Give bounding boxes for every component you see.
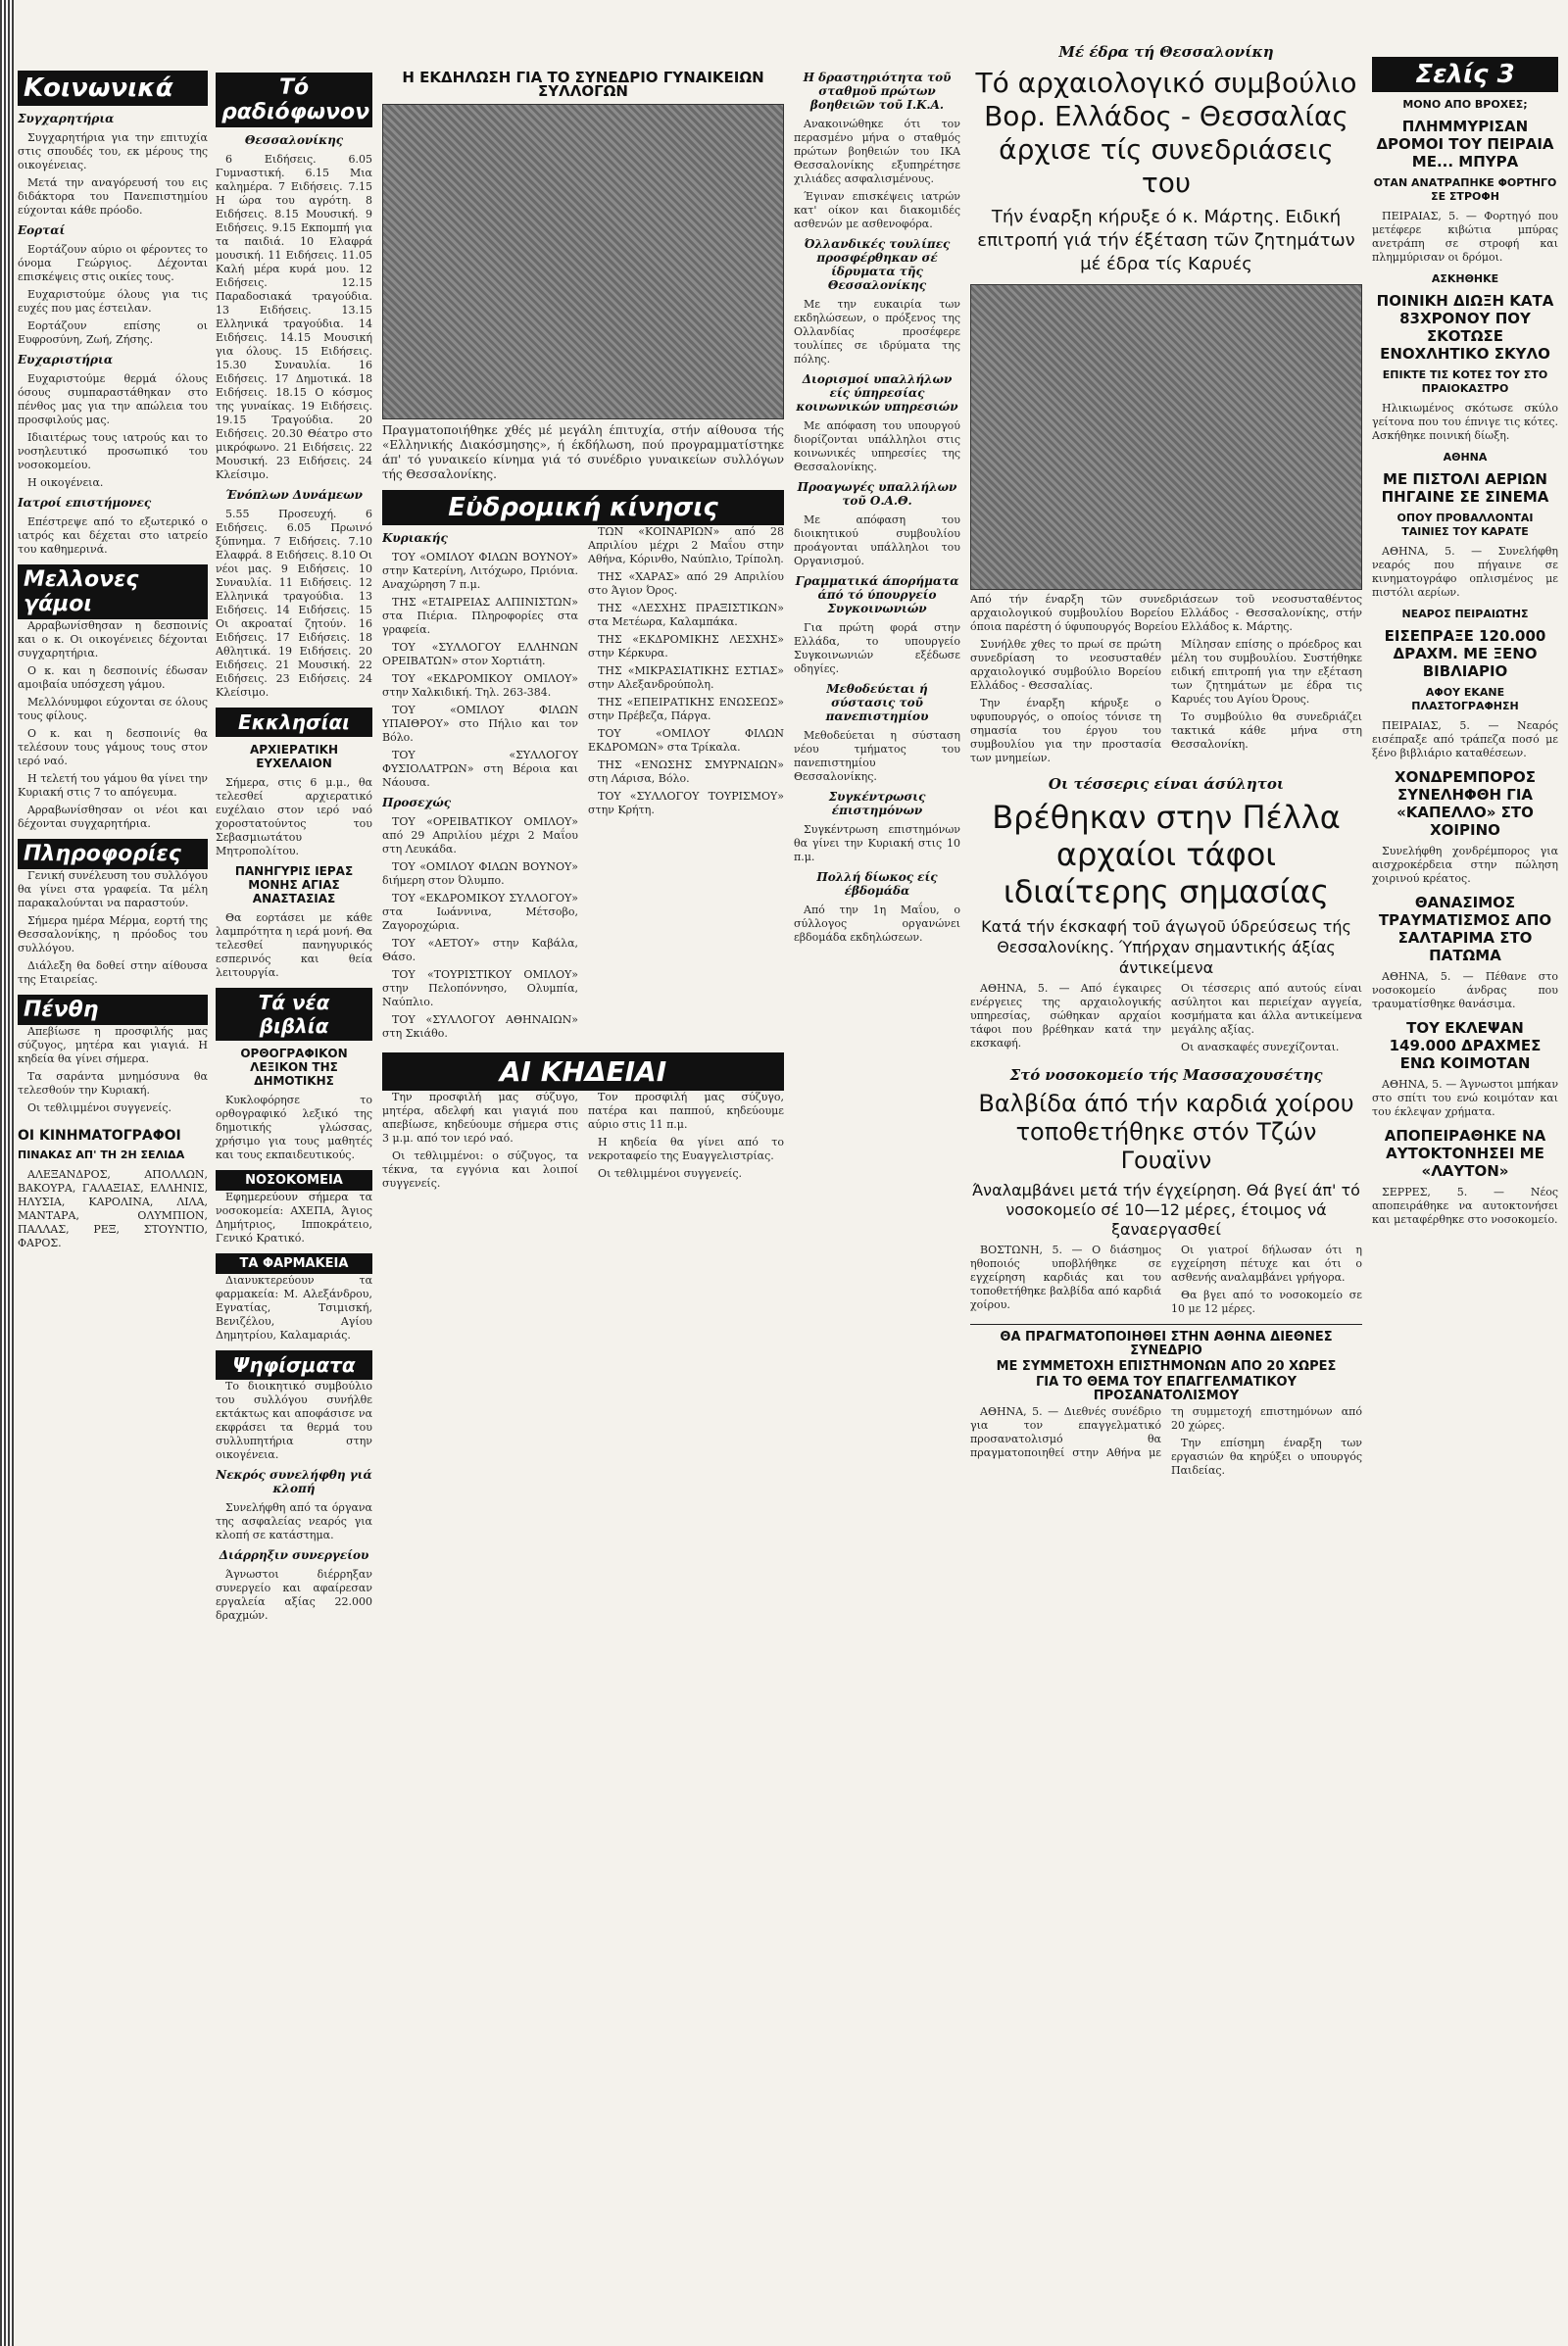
resolutions-text: Το διοικητικό συμβούλιο του συλλόγου συνήλθε εκτάκτως και αποφάσισε να εκφράσει τα θερμά του συλλυπητήρια στην οικογένεια. xyxy=(216,1380,372,1461)
brief-5-text: Συνελήφθη χονδρέμπορος για αισχροκέρδεια στην πώληση χοιρινού κρέατος. xyxy=(1372,845,1558,885)
brief-3-headline: ΜΕ ΠΙΣΤΟΛΙ ΑΕΡΙΩΝ ΠΗΓΑΙΝΕ ΣΕ ΣΙΝΕΜΑ xyxy=(1381,470,1549,506)
fold-margin xyxy=(0,0,14,2346)
section-churches: Εκκλησίαι xyxy=(216,708,372,737)
brief-6-text: ΑΘΗΝΑ, 5. — Πέθανε στο νοσοκομείο άνδρας που τραυματίσθηκε θανάσιμα. xyxy=(1372,970,1558,1010)
social-text-2: Εορτάζουν αύριο οι φέροντες το όνομα Γεώργιος. Δέχονται επισκέψεις στις οικίες τους. Ευχαριστούμε όλους για τις ευχές που μας έστειλαν. Εορτάζουν επίσης οι Ευφροσύνη, Ζωή, Ζήσης. xyxy=(18,243,208,346)
arch-kicker: Μέ έδρα τή Θεσσαλονίκη xyxy=(1058,43,1274,61)
women-photo xyxy=(382,104,784,419)
section-radio: Τό ραδιόφωνον xyxy=(216,73,372,127)
congress-title-3: ΓΙΑ ΤΟ ΘΕΜΑ ΤΟΥ ΕΠΑΓΓΕΛΜΑΤΙΚΟΥ ΠΡΟΣΑΝΑΤΟΛΙΣΜΟΥ xyxy=(1035,1375,1298,1403)
story-gathering: Συγκέντρωσις έπιστημόνων xyxy=(828,790,926,817)
burglary-text: Άγνωστοι διέρρηξαν συνεργείο και αφαίρεσαν εργαλεία αξίας 22.000 δραχμών. xyxy=(216,1568,372,1622)
section-sports-travel: Εὐδρομική κίνησις xyxy=(382,490,784,525)
info-text: Γενική συνέλευση του συλλόγου θα γίνει στα γραφεία. Τα μέλη παρακαλούνται να παραστούν. Σήμερα ημέρα Μέρμα, εορτή της Θεσσαλονίκης, η πρόοδος του συλλόγου. Διάλεξη θα δοθεί στην αίθουσα της Εταιρείας. xyxy=(18,869,208,986)
brief-4-kicker: ΝΕΑΡΟΣ ΠΕΙΡΑΙΩΤΗΣ xyxy=(1401,608,1529,620)
social-text-4: Επέστρεψε από το εξωτερικό ο ιατρός και δέχεται στο ιατρείο του καθημερινά. xyxy=(18,515,208,556)
story-ika: Η δραστηριότητα τοῦ σταθμοῦ πρώτων βοηθειῶν τοῦ Ι.Κ.Α. xyxy=(803,71,952,112)
pella-text: ΑΘΗΝΑ, 5. — Από έγκαιρες ενέργειες της αρχαιολογικής υπηρεσίας, σώθηκαν αρχαίοι τάφοι που βρέθηκαν κατά την εκσκαφή. Οι τέσσερις από αυτούς είναι ασύλητοι και περιείχαν αγγεία, κοσμήματα και άλλα αντικείμενα μεγάλης αξίας. Οι ανασκαφές συνεχίζονται. xyxy=(970,982,1362,1053)
brief-3-text: ΑΘΗΝΑ, 5. — Συνελήφθη νεαρός που πήγαινε σε κινηματογράφο οπλισμένος με πιστόλι αερίων. xyxy=(1372,545,1558,599)
congress-text: ΑΘΗΝΑ, 5. — Διεθνές συνέδριο για τον επαγγελματικό προσανατολισμό θα πραγματοποιηθεί στην Αθήνα με τη συμμετοχή επιστημόνων από 20 χώρες. Την επίσημη έναρξη των εργασιών θα κηρύξει ο υπουργός Παιδείας. xyxy=(970,1405,1362,1477)
social-text-3: Ευχαριστούμε θερμά όλους όσους συμπαραστάθηκαν στο πένθος μας για την απώλεια του προσφιλούς μας. Ιδιαιτέρως τους ιατρούς και το νοσηλευτικό προσωπικό του νοσοκομείου. Η οικογένεια. xyxy=(18,372,208,489)
sub-congrats: Συγχαρητήρια xyxy=(18,112,115,125)
divider xyxy=(970,1324,1362,1325)
women-headline: Η ΕΚΔΗΛΩΣΗ ΓΙΑ ΤΟ ΣΥΝΕΔΡΙΟ ΓΥΝΑΙΚΕΙΩΝ ΣΥΛΛΟΓΩΝ xyxy=(402,69,764,100)
ika-text: Ανακοινώθηκε ότι τον περασμένο μήνα ο σταθμός πρώτων βοηθειών του ΙΚΑ Θεσσαλονίκης εξυπηρέτησε χιλιάδες ασφαλισμένους. Έγιναν επισκέψεις ιατρών κατ' οίκον και διακομιδές ασθενών με ασθενοφόρα. xyxy=(794,118,960,230)
brief-3-kicker: ΑΘΗΝΑ xyxy=(1443,451,1488,464)
section-social: Κοινωνικά xyxy=(18,71,208,106)
section-new-books: Τά νέα βιβλία xyxy=(216,988,372,1041)
travel-col-right xyxy=(588,525,784,1045)
brief-2-sub: ΕΠΙΚΤΕ ΤΙΣ ΚΟΤΕΣ ΤΟΥ ΣΤΟ ΠΡΑΙΟΚΑΣΤΡΟ xyxy=(1382,368,1548,395)
mass-kicker: Στό νοσοκομείο τής Μασσαχουσέτης xyxy=(1009,1066,1323,1084)
mass-headline: Βαλβίδα άπό τήν καρδιά χοίρου τοποθετήθηκε στόν Τζών Γουαϊνν xyxy=(978,1090,1354,1174)
promotions-text: Με απόφαση του διοικητικού συμβουλίου προάγονται υπάλληλοι του Οργανισμού. xyxy=(794,513,960,567)
pella-kicker: Οι τέσσερις είναι άσύλητοι xyxy=(1048,775,1285,793)
radio-thessaloniki: Θεσσαλονίκης xyxy=(244,133,344,147)
brief-5-headline: ΧΟΝΔΡΕΜΠΟΡΟΣ ΣΥΝΕΛΗΦΘΗ ΓΙΑ «ΚΑΠΕΛΛΟ» ΣΤΟ ΧΟΙΡΙΝΟ xyxy=(1395,768,1536,839)
cinema-text: ΑΛΕΞΑΝΔΡΟΣ, ΑΠΟΛΛΩΝ, ΒΑΚΟΥΡΑ, ΓΑΛΑΞΙΑΣ, ΕΛΛΗΝΙΣ, ΗΛΥΣΙΑ, ΚΑΡΟΛΙΝΑ, ΛΙΛΑ, ΜΑΝΤΑΡΑ, ΟΛΥΜΠΙΟΝ, ΠΑΛΛΑΣ, ΡΕΞ, ΣΤΟΥΝΤΙΟ, ΦΑΡΟΣ. xyxy=(18,1168,208,1249)
brief-1-headline: ΠΛΗΜΜΥΡΙΣΑΝ ΔΡΟΜΟΙ ΤΟΥ ΠΕΙΡΑΙΑ ΜΕ... ΜΠΥΡΑ xyxy=(1376,118,1554,171)
brief-3-sub: ΟΠΟΥ ΠΡΟΒΑΛΛΟΝΤΑΙ ΤΑΙΝΙΕΣ ΤΟΥ ΚΑΡΑΤΕ xyxy=(1396,512,1534,538)
arch-text: Συνήλθε χθες το πρωί σε πρώτη συνεδρίαση το νεοσυσταθέν αρχαιολογικό συμβούλιο Βορείου Ελλάδος - Θεσσαλίας. Την έναρξη κήρυξε ο υφυπουργός, ο οποίος τόνισε τη σημασία του έργου του συμβουλίου για την προστασία των μνημείων. Μίλησαν επίσης ο πρόεδρος και μέλη του συμβουλίου. Συστήθηκε ειδική επιτροπή για την εξέταση των ζητημάτων με έδρα τις Καρυές του Αγίου Όρους. Το συμβούλιο θα συνεδριάζει τακτικά κάθε μήνα στη Θεσσαλονίκη. xyxy=(970,638,1362,764)
tulips-text: Με την ευκαιρία των εκδηλώσεων, ο πρόξενος της Ολλανδίας προσέφερε τουλίπες σε ιδρύματα της πόλης. xyxy=(794,298,960,366)
page-number: Σελίς 3 xyxy=(1372,57,1558,92)
radio-text-1: 6 Ειδήσεις. 6.05 Γυμναστική. 6.15 Μια καλημέρα. 7 Ειδήσεις. 7.15 Η ώρα του αγρότη. 8 Ειδήσεις. 8.15 Μουσική. 9 Ειδήσεις. 9.15 Εκπομπή για τα παιδιά. 10 Ελαφρά μουσική. 11 Ειδήσεις. 11.05 Καλή μέρα κυρά μου. 12 Ειδήσεις. 12.15 Παραδοσιακά τραγούδια. 13 Ειδήσεις. 13.15 Ελληνικά τραγούδια. 14 Ειδήσεις. 14.15 Μουσική για όλους. 15 Ειδήσεις. 15.30 Συναυλία. 16 Ειδήσεις. 17 Δημοτικά. 18 Ειδήσεις. 18.15 Ο κόσμος της γυναίκας. 19 Ειδήσεις. 19.15 Τραγούδια. 20 Ειδήσεις. 20.30 Θέατρο στο μικρόφωνο. 21 Ειδήσεις. 22 Μουσική. 23 Ειδήσεις. 24 Κλείσιμο. xyxy=(216,153,372,481)
hospitals-text: Εφημερεύουν σήμερα τα νοσοκομεία: ΑΧΕΠΑ, Άγιος Δημήτριος, Ιπποκράτειο, Γενικό Κρατικό. xyxy=(216,1191,372,1245)
arch-photo xyxy=(970,284,1362,590)
arch-deck: Τήν έναρξη κήρυξε ό κ. Μάρτης. Ειδική επιτροπή γιά τήν έξέταση τῶν ζητημάτων μέ έδρα τίς Καρυές xyxy=(977,207,1355,274)
brief-6-headline: ΘΑΝΑΣΙΜΟΣ ΤΡΑΥΜΑΤΙΣΜΟΣ ΑΠΟ ΣΑΛΤΑΡΙΜΑ ΣΤΟ ΠΑΤΩΜΑ xyxy=(1378,894,1552,964)
arch-caption: Από τήν έναρξη τῶν συνεδριάσεων τοῦ νεοσυσταθέντος αρχαιολογικού συμβουλίου Βορείου Ελλάδος - Θεσσαλονίκης, στήν όποια παρέστη ό ύφυπουργός Βορείου Ελλάδος κ. Μάρτης. xyxy=(970,593,1362,633)
story-tulips: Όλλανδικές τουλίπες προσφέρθηκαν σέ ίδρυματα τῆς Θεσσαλονίκης xyxy=(804,237,951,292)
column-social xyxy=(18,0,208,2346)
brief-4-headline: ΕΙΣΕΠΡΑΞΕ 120.000 ΔΡΑΧΜ. ΜΕ ΞΕΝΟ ΒΙΒΛΙΑΡΙΟ xyxy=(1384,627,1546,680)
column-local-news xyxy=(794,0,960,2346)
sub-thanks: Ευχαριστήρια xyxy=(18,353,114,367)
radio-text-2: 5.55 Προσευχή. 6 Ειδήσεις. 6.05 Πρωινό ξύπνημα. 7 Ειδήσεις. 7.10 Ελαφρά. 8 Ειδήσεις. 8.10 Οι νέοι μας. 9 Ειδήσεις. 10 Συναυλία. 11 Ειδήσεις. 12 Ελληνικά τραγούδια. 13 Ειδήσεις. 14 Ειδήσεις. 15 Οι ακροαταί ζητούν. 16 Ειδήσεις. 17 Ειδήσεις. 18 Αθλητικά. 19 Ειδήσεις. 20 Ειδήσεις. 21 Μουσική. 22 Ειδήσεις. 23 Ειδήσεις. 24 Κλείσιμο. xyxy=(216,508,372,699)
story-grammar: Γραμματικά άπορήματα άπό τό ύπουργείο Συγκοινωνιών xyxy=(795,574,959,615)
brief-4-text: ΠΕΙΡΑΙΑΣ, 5. — Νεαρός εισέπραξε από τράπεζα ποσό με ξένο βιβλιάριο καταθέσεων. xyxy=(1372,719,1558,759)
gathering-text: Συγκέντρωση επιστημόνων θα γίνει την Κυριακή στις 10 π.μ. xyxy=(794,823,960,863)
story-promotions: Προαγωγές υπαλλήλων τοῦ Ο.Α.Θ. xyxy=(797,480,957,508)
grammar-text: Για πρώτη φορά στην Ελλάδα, το υπουργείο Συγκοινωνιών εξέδωσε οδηγίες. xyxy=(794,621,960,675)
brief-7-text: ΑΘΗΝΑ, 5. — Άγνωστοι μπήκαν στο σπίτι του ενώ κοιμόταν και του έκλεψαν χρήματα. xyxy=(1372,1078,1558,1118)
cinema-title: ΟΙ ΚΙΝΗΜΑΤΟΓΡΑΦΟΙ xyxy=(18,1128,181,1144)
section-resolutions: Ψηφίσματα xyxy=(216,1350,372,1380)
brief-2-text: Ηλικιωμένος σκότωσε σκύλο γείτονα που του έπνιγε τις κότες. Ασκήθηκε ποινική δίωξη. xyxy=(1372,402,1558,442)
appointments-text: Με απόφαση του υπουργού διορίζονται υπάλληλοι στις κοινωνικές υπηρεσίες της Θεσσαλονίκης. xyxy=(794,419,960,473)
church-text-1: Σήμερα, στις 6 μ.μ., θα τελεσθεί αρχιερατικό ευχέλαιο στον ιερό ναό χοροστατούντος του Σεβασμιωτάτου Μητροπολίτου. xyxy=(216,776,372,857)
pharmacies-text: Διανυκτερεύουν τα φαρμακεία: Μ. Αλεξάνδρου, Εγνατίας, Τσιμισκή, Βενιζέλου, Αγίου Δημητρίου, Καλαμαριάς. xyxy=(216,1274,372,1342)
radio-armed-forces: Ένόπλων Δυνάμεων xyxy=(225,488,363,502)
travel-text-2: ΤΟΥ «ΟΡΕΙΒΑΤΙΚΟΥ ΟΜΙΛΟΥ» από 29 Απριλίου μέχρι 2 Μαΐου στη Λευκάδα. ΤΟΥ «ΟΜΙΛΟΥ ΦΙΛΩΝ ΒΟΥΝΟΥ» διήμερη στον Όλυμπο. ΤΟΥ «ΕΚΔΡΟΜΙΚΟΥ ΣΥΛΛΟΓΟΥ» στα Ιωάννινα, Μέτσοβο, Ζαγοροχώρια. ΤΟΥ «ΑΕΤΟΥ» στην Καβάλα, Θάσο. ΤΟΥ «ΤΟΥΡΙΣΤΙΚΟΥ ΟΜΙΛΟΥ» στην Πελοπόννησο, Ολυμπία, Ναύπλιο. ΤΟΥ «ΣΥΛΛΟΓΟΥ ΑΘΗΝΑΙΩΝ» στη Σκιάθο. xyxy=(382,815,578,1040)
column-archaeology xyxy=(970,0,1362,2346)
column-briefs xyxy=(1372,0,1558,2346)
university-text: Μεθοδεύεται η σύσταση νέου τμήματος του πανεπιστημίου Θεσσαλονίκης. xyxy=(794,729,960,783)
travel-columns xyxy=(382,525,784,1045)
pella-deck: Κατά τήν έκσκαφή τοῦ άγωγοῦ ύδρεύσεως τής Θεσσαλονίκης. Ύπήρχαν σημαντικής άξίας άντικείμενα xyxy=(981,917,1351,977)
travel-sunday: Κυριακής xyxy=(382,531,448,545)
column-women-congress xyxy=(382,0,784,2346)
column-radio xyxy=(216,0,372,2346)
section-info: Πληροφορίες xyxy=(18,839,208,869)
pella-headline: Βρέθηκαν στην Πέλλα αρχαίοι τάφοι ιδιαίτερης σημασίας xyxy=(992,799,1341,910)
story-week: Πολλή δίωκος είς έβδομάδα xyxy=(816,870,938,898)
brief-1-kicker: ΜΟΝΟ ΑΠΟ ΒΡΟΧΕΣ; xyxy=(1402,98,1528,111)
section-funerals: ΑΙ ΚΗΔΕΙΑΙ xyxy=(382,1052,784,1091)
week-text: Από την 1η Μαΐου, ο σύλλογος οργανώνει εβδομάδα εκδηλώσεων. xyxy=(794,904,960,944)
story-necros: Νεκρός συνελήφθη γιά κλοπή xyxy=(216,1468,372,1495)
church-sub-2: ΠΑΝΗΓΥΡΙΣ ΙΕΡΑΣ ΜΟΝΗΣ ΑΓΙΑΣ ΑΝΑΣΤΑΣΙΑΣ xyxy=(234,864,354,905)
congress-title-1: ΘΑ ΠΡΑΓΜΑΤΟΠΟΙΗΘΕΙ ΣΤΗΝ ΑΘΗΝΑ ΔΙΕΘΝΕΣ ΣΥΝΕΔΡΙΟ xyxy=(1000,1330,1333,1358)
book-title: ΟΡΘΟΓΡΑΦΙΚΟΝ ΛΕΞΙΚΟΝ ΤΗΣ ΔΗΜΟΤΙΚΗΣ xyxy=(240,1047,348,1088)
travel-upcoming: Προσεχώς xyxy=(382,796,452,809)
sub-feasts: Εορταί xyxy=(18,223,66,237)
story-burglary: Διάρρηξιν συνεργείου xyxy=(219,1548,369,1562)
brief-7-headline: ΤΟΥ ΕΚΛΕΨΑΝ 149.000 ΔΡΑΧΜΕΣ ΕΝΩ ΚΟΙΜΟΤΑΝ xyxy=(1389,1019,1542,1072)
brief-8-text: ΣΕΡΡΕΣ, 5. — Νέος αποπειράθηκε να αυτοκτονήσει και μεταφέρθηκε στο νοσοκομείο. xyxy=(1372,1186,1558,1226)
section-weddings: Μελλονες γάμοι xyxy=(18,564,208,619)
arch-headline: Τό αρχαιολογικό συμβούλιο Βορ. Ελλάδος - Θεσσαλίας άρχισε τίς συνεδριάσεις του xyxy=(975,67,1357,199)
social-text-1: Συγχαρητήρια για την επιτυχία στις σπουδές του, εκ μέρους της οικογένειας. Μετά την αναγόρευσή του εις διδάκτορα του Πανεπιστημίου εύχονται κάθε πρόοδο. xyxy=(18,131,208,217)
church-sub-1: ΑΡΧΙΕΡΑΤΙΚΗ ΕΥΧΕΛΑΙΟΝ xyxy=(249,743,339,770)
brief-8-headline: ΑΠΟΠΕΙΡΑΘΗΚΕ ΝΑ ΑΥΤΟΚΤΟΝΗΣΕΙ ΜΕ «ΛΑΥΤΟΝ» xyxy=(1384,1127,1546,1180)
travel-col-left xyxy=(382,525,578,1045)
women-caption: Πραγματοποιήθηκε χθές μέ μεγάλη έπιτυχία, στήν αίθουσα τής «Ελληνικής Διακόσμησης», ή έκδήλωση, πού προγραμματίστηκε άπ' τό γυναικείο κίνημα γιά τό συνέδριο γυναικείων συλλόγων τής Θεσσαλονίκης. xyxy=(382,423,784,481)
story-university: Μεθοδεύεται ή σύστασις τοῦ πανεπιστημίου xyxy=(825,682,929,723)
weddings-text: Αρραβωνίσθησαν η δεσποινίς και ο κ. Οι οικογένειες δέχονται συγχαρητήρια. Ο κ. και η δεσποινίς έδωσαν αμοιβαία υπόσχεση γάμου. Μελλόνυμφοι εύχονται σε όλους τους φίλους. Ο κ. και η δεσποινίς θα τελέσουν τους γάμους τους στον ιερό ναό. Η τελετή του γάμου θα γίνει την Κυριακή στις 7 το απόγευμα. Αρραβωνίσθησαν οι νέοι και δέχονται συγχαρητήρια. xyxy=(18,619,208,830)
travel-text-1: ΤΟΥ «ΟΜΙΛΟΥ ΦΙΛΩΝ ΒΟΥΝΟΥ» στην Κατερίνη, Λιτόχωρο, Πριόνια. Αναχώρηση 7 π.μ. ΤΗΣ «ΕΤΑΙΡΕΙΑΣ ΑΛΠΙΝΙΣΤΩΝ» στα Πιέρια. Πληροφορίες στα γραφεία. ΤΟΥ «ΣΥΛΛΟΓΟΥ ΕΛΛΗΝΩΝ ΟΡΕΙΒΑΤΩΝ» στον Χορτιάτη. ΤΟΥ «ΕΚΔΡΟΜΙΚΟΥ ΟΜΙΛΟΥ» στην Χαλκιδική. Τηλ. 263-384. ΤΟΥ «ΟΜΙΛΟΥ ΦΙΛΩΝ ΥΠΑΙΘΡΟΥ» στο Πήλιο και τον Βόλο. ΤΟΥ «ΣΥΛΛΟΓΟΥ ΦΥΣΙΟΛΑΤΡΩΝ» στη Βέροια και Νάουσα. xyxy=(382,551,578,789)
brief-1-text: ΠΕΙΡΑΙΑΣ, 5. — Φορτηγό που μετέφερε κιβώτια μπύρας ανετράπη σε στροφή και πλημμύρισαν οι δρόμοι. xyxy=(1372,210,1558,264)
church-text-2: Θα εορτάσει με κάθε λαμπρότητα η ιερά μονή. Θα τελεσθεί πανηγυρικός εσπερινός και θεία λειτουργία. xyxy=(216,911,372,979)
mourning-text: Απεβίωσε η προσφιλής μας σύζυγος, μητέρα και γιαγιά. Η κηδεία θα γίνει σήμερα. Τα σαράντα μνημόσυνα θα τελεσθούν την Κυριακή. Οι τεθλιμμένοι συγγενείς. xyxy=(18,1025,208,1114)
section-mourning: Πένθη xyxy=(18,995,208,1025)
sub-doctors: Ιατροί επιστήμονες xyxy=(18,496,152,510)
book-text: Κυκλοφόρησε το ορθογραφικό λεξικό της δημοτικής γλώσσας, χρήσιμο για τους μαθητές και τους εκπαιδευτικούς. xyxy=(216,1094,372,1161)
brief-2-headline: ΠΟΙΝΙΚΗ ΔΙΩΞΗ ΚΑΤΑ 83ΧΡΟΝΟΥ ΠΟΥ ΣΚΟΤΩΣΕ ΕΝΟΧΛΗΤΙΚΟ ΣΚΥΛΟ xyxy=(1376,292,1554,363)
funerals-text: Την προσφιλή μας σύζυγο, μητέρα, αδελφή και γιαγιά που απεβίωσε, κηδεύουμε σήμερα στις 3 μ.μ. από τον ιερό ναό. Οι τεθλιμμένοι: ο σύζυγος, τα τέκνα, τα εγγόνια και λοιποί συγγενείς. Τον προσφιλή μας σύζυγο, πατέρα και παππού, κηδεύουμε αύριο στις 11 π.μ. Η κηδεία θα γίνει από το νεκροταφείο της Ευαγγελιστρίας. Οι τεθλιμμένοι συγγενείς. xyxy=(382,1091,784,1190)
congress-title-2: ΜΕ ΣΥΜΜΕΤΟΧΗ ΕΠΙΣΤΗΜΟΝΩΝ ΑΠΟ 20 ΧΩΡΕΣ xyxy=(996,1359,1337,1374)
story-appointments: Διορισμοί υπαλλήλων είς ύπηρεσίας κοινωνικών υπηρεσιών xyxy=(796,372,958,414)
mass-text: ΒΟΣΤΩΝΗ, 5. — Ο διάσημος ηθοποιός υποβλήθηκε σε εγχείρηση καρδιάς και του τοποθετήθηκε βαλβίδα από καρδιά χοίρου. Οι γιατροί δήλωσαν ότι η εγχείρηση πέτυχε και ότι ο ασθενής αναλαμβάνει γρήγορα. Θα βγει από το νοσοκομείο σε 10 με 12 μέρες. xyxy=(970,1244,1362,1315)
brief-1-sub: ΟΤΑΝ ΑΝΑΤΡΑΠΗΚΕ ΦΟΡΤΗΓΟ ΣΕ ΣΤΡΟΦΗ xyxy=(1373,176,1557,203)
travel-text-3: ΤΩΝ «ΚΟΙΝΑΡΙΩΝ» από 28 Απριλίου μέχρι 2 Μαΐου στην Αθήνα, Κόρινθο, Ναύπλιο, Τρίπολη. ΤΗΣ «ΧΑΡΑΣ» από 29 Απριλίου στο Άγιον Όρος. ΤΗΣ «ΛΕΣΧΗΣ ΠΡΑΞΙΣΤΙΚΩΝ» στα Μετέωρα, Καλαμπάκα. ΤΗΣ «ΕΚΔΡΟΜΙΚΗΣ ΛΕΣΧΗΣ» στην Κέρκυρα. ΤΗΣ «ΜΙΚΡΑΣΙΑΤΙΚΗΣ ΕΣΤΙΑΣ» στην Αλεξανδρούπολη. ΤΗΣ «ΕΠΕΙΡΑΤΙΚΗΣ ΕΝΩΣΕΩΣ» στην Πρέβεζα, Πάργα. ΤΟΥ «ΟΜΙΛΟΥ ΦΙΛΩΝ ΕΚΔΡΟΜΩΝ» στα Τρίκαλα. ΤΗΣ «ΕΝΩΣΗΣ ΣΜΥΡΝΑΙΩΝ» στη Λάρισα, Βόλο. ΤΟΥ «ΣΥΛΛΟΓΟΥ ΤΟΥΡΙΣΜΟΥ» στην Κρήτη. xyxy=(588,525,784,816)
necros-text: Συνελήφθη από τα όργανα της ασφαλείας νεαρός για κλοπή σε κατάστημα. xyxy=(216,1501,372,1541)
mass-deck: Άναλαμβάνει μετά τήν έγχείρηση. Θά βγεί άπ' τό νοσοκομείο σέ 10—12 μέρες, έτοιμος νά ξαναεργασθεί xyxy=(972,1181,1360,1239)
section-pharmacies: ΤΑ ΦΑΡΜΑΚΕΙΑ xyxy=(216,1253,372,1274)
brief-4-sub: ΑΦΟΥ ΕΚΑΝΕ ΠΛΑΣΤΟΓΡΑΦΗΣΗ xyxy=(1411,686,1519,712)
brief-2-kicker: ΑΣΚΗΘΗΚΕ xyxy=(1431,272,1499,285)
section-hospitals: ΝΟΣΟΚΟΜΕΙΑ xyxy=(216,1170,372,1191)
cinema-subtitle: ΠΙΝΑΚΑΣ ΑΠ' ΤΗ 2Η ΣΕΛΙΔΑ xyxy=(18,1149,185,1161)
